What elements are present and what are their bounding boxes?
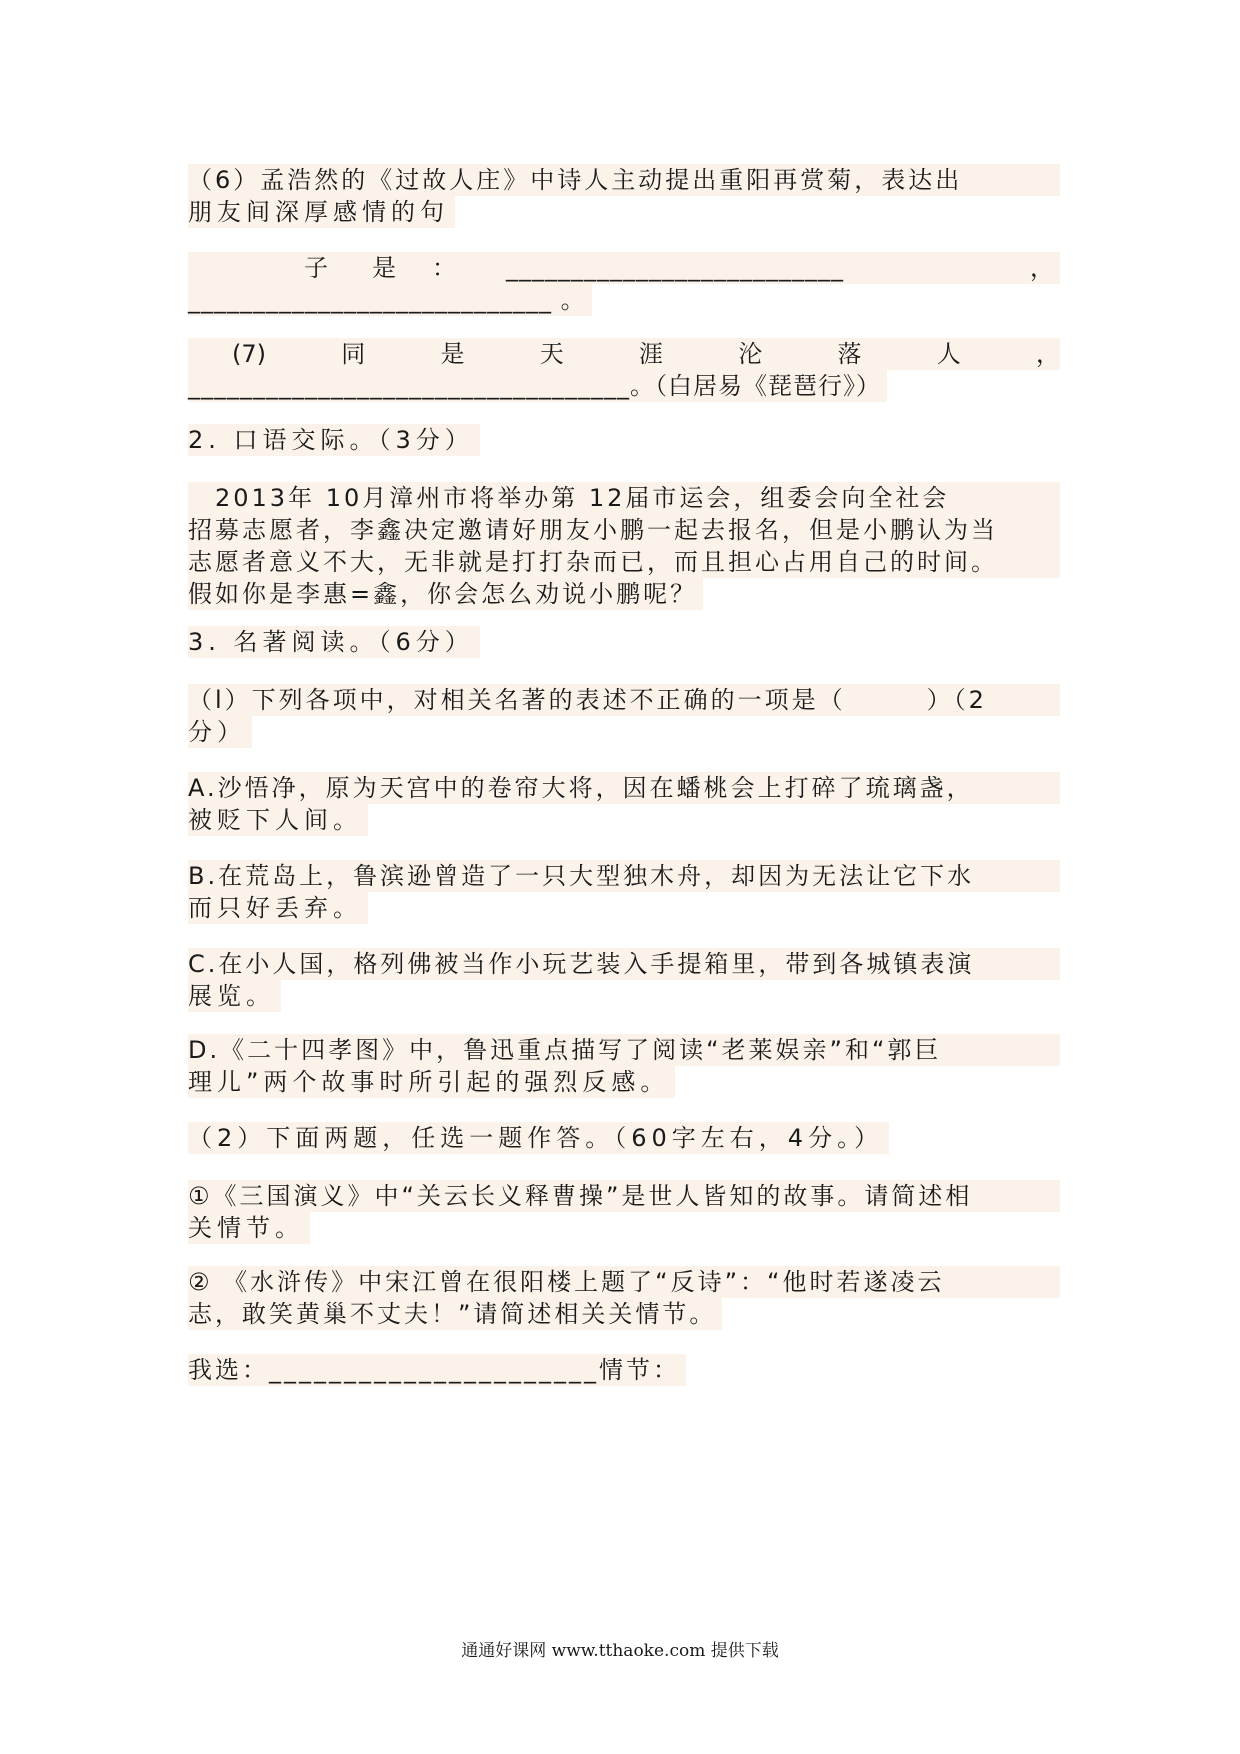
option-line: 展览。 (188, 980, 281, 1012)
answer-choice (188, 1354, 1060, 1386)
q6-line2: 朋友间深厚感情的句 (188, 196, 455, 228)
q7-char: 沦 (738, 340, 763, 368)
question-6 (188, 164, 1060, 228)
question-7 (188, 338, 1060, 402)
option-line: 而只好丢弃。 (188, 892, 368, 924)
question-3-heading (188, 626, 1060, 658)
q3-part1-line1: （l）下列各项中，对相关名著的表述不正确的一项是（ ）（2 (188, 684, 1060, 716)
option-line: B.在荒岛上，鲁滨逊曾造了一只大型独木舟，却因为无法让它下水 (188, 860, 1060, 892)
q7-answer-line[interactable]: __________________________________。（白居易《琵琶行》） (188, 370, 887, 402)
option-d (188, 1034, 1060, 1098)
choice-2 (188, 1266, 1060, 1330)
q6-answer-blank-2[interactable]: ____________________________ 。 (188, 284, 592, 316)
q7-char: ， (1036, 340, 1060, 368)
question-3-part2-heading (188, 1122, 1060, 1154)
q2-line: 志愿者意义不大，无非就是打打杂而已，而且担心占用自己的时间。 (188, 546, 1060, 578)
footer-credit: 通通好课网 www.tthaoke.com 提供下载 (461, 1641, 779, 1661)
question-3-part1 (188, 684, 1060, 748)
choice-line: 关情节。 (188, 1212, 310, 1244)
choice-line: 志，敢笑黄巢不丈夫！”请简述相关关情节。 (188, 1298, 722, 1330)
option-line: 理儿”两个故事时所引起的强烈反感。 (188, 1066, 675, 1098)
choice-line: ② 《水浒传》中宋江曾在很阳楼上题了“反诗”：“他时若遂凌云 (188, 1266, 1060, 1298)
q3-part2-heading: （2）下面两题，任选一题作答。（60字左右，4分。） (188, 1122, 889, 1154)
section-heading: 3. 名著阅读。（6分） (188, 626, 480, 658)
q6-prefix-char-3: ： (432, 254, 456, 282)
q7-char: 天 (539, 340, 564, 368)
q6-line1: （6）孟浩然的《过故人庄》中诗人主动提出重阳再赏菊，表达出 (188, 164, 1060, 196)
choice-line: ①《三国演义》中“关云长义释曹操”是世人皆知的故事。请简述相 (188, 1180, 1060, 1212)
question-2-body (188, 482, 1060, 610)
option-line: C.在小人国，格列佛被当作小玩艺装入手提箱里，带到各城镇表演 (188, 948, 1060, 980)
q7-char: 同 (341, 340, 366, 368)
question-2-heading (188, 424, 1060, 456)
q2-line: 2013年 10月漳州市将举办第 12届市运会，组委会向全社会 (188, 482, 1060, 514)
q7-char: 涯 (639, 340, 663, 368)
option-a (188, 772, 1060, 836)
option-b (188, 860, 1060, 924)
question-6-answer (188, 252, 1060, 316)
option-line: D.《二十四孝图》中，鲁迅重点描写了阅读“老莱娱亲”和“郭巨 (188, 1034, 1060, 1066)
q7-char: 人 (936, 340, 961, 368)
q2-line: 招募志愿者，李鑫决定邀请好朋友小鹏一起去报名，但是小鹏认为当 (188, 514, 1060, 546)
section-heading: 2. 口语交际。（3分） (188, 424, 480, 456)
option-line: A.沙悟净，原为天宫中的卷帘大将，因在蟠桃会上打碎了琉璃盏， (188, 772, 1060, 804)
q6-prefix-char-1: 子 (304, 254, 328, 282)
q6-prefix-char-2: 是 (372, 254, 396, 282)
q2-line: 假如你是李惠=鑫，你会怎么劝说小鹏呢？ (188, 578, 703, 610)
q7-number: (7) (232, 340, 266, 368)
q6-answer-comma: ， (1030, 254, 1054, 282)
q6-answer-blank-1[interactable]: __________________________ (506, 254, 844, 282)
option-c (188, 948, 1060, 1012)
q7-char: 是 (440, 340, 465, 368)
option-line: 被贬下人间。 (188, 804, 368, 836)
q3-part1-line2: 分） (188, 716, 252, 748)
choice-1 (188, 1180, 1060, 1244)
answer-line[interactable]: 我选：______________________情节： (188, 1354, 686, 1386)
q7-char: 落 (837, 340, 862, 368)
